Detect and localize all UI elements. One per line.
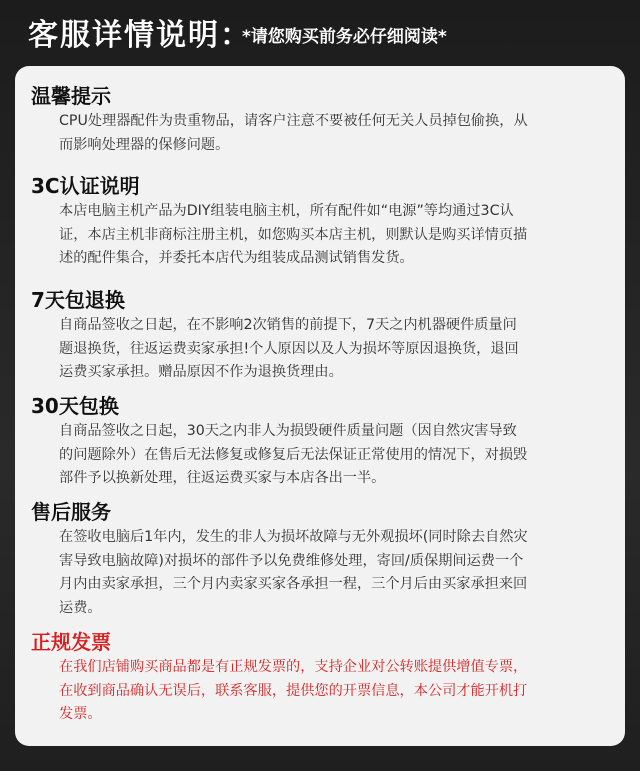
- body-line: 题退换货，往返运费卖家承担!个人原因以及人为损坏等原因退换货，退回: [59, 340, 519, 357]
- body-line: 在签收电脑后1年内，发生的非人为损坏故障与无外观损坏(同时除去自然灾: [59, 529, 528, 545]
- section-title: 3C认证说明: [31, 174, 140, 198]
- body-line: 在我们店铺购买商品都是有正规发票的，支持企业对公转账提供增值专票，: [59, 659, 528, 675]
- body-line: 而影响处理器的保修问题。: [59, 136, 230, 153]
- info-card: [15, 66, 625, 746]
- body-line: 发票。: [59, 706, 102, 722]
- section-body: [59, 656, 604, 727]
- section-title: 温馨提示: [31, 84, 111, 108]
- page-header: [0, 0, 640, 62]
- page-subtitle: *请您购买前务必仔细阅读*: [242, 27, 447, 47]
- body-line: 述的配件集合，并委托本店代为组装成品测试销售发货。: [59, 250, 414, 266]
- body-line: 在收到商品确认无误后，联系客服，提供您的开票信息，本公司才能开机打: [59, 682, 528, 699]
- body-line: 证，本店主机非商标注册主机，如您购买本店主机，则默认是购买详情页描: [59, 226, 528, 243]
- section-title: 7天包退换: [31, 288, 125, 312]
- body-line: 的问题除外）在售后无法修复或修复后无法保证正常使用的情况下，对损毁: [59, 446, 528, 463]
- body-line: 运费买家承担。赠品原因不作为退换货理由。: [59, 364, 343, 380]
- section-title: 售后服务: [31, 500, 111, 524]
- section-body: [59, 110, 604, 157]
- body-line: 害导致电脑故障)对损坏的部件予以免费维修处理，寄回/质保期间运费一个: [59, 552, 524, 569]
- body-line: 自商品签收之日起，在不影响2次销售的前提下，7天之内机器硬件质量问: [59, 317, 517, 333]
- section-body: [59, 526, 604, 620]
- body-line: 本店电脑主机产品为DIY组装电脑主机，所有配件如“电源”等均通过3C认: [59, 203, 514, 219]
- body-line: 月内由卖家承担，三个月内卖家买家各承担一程，三个月后由买家承担来回: [59, 576, 528, 592]
- body-line: 运费。: [59, 599, 102, 616]
- body-line: CPU处理器配件为贵重物品，请客户注意不要被任何无关人员掉包偷换，从: [59, 113, 528, 129]
- body-line: 部件予以换新处理，往返运费买家与本店各出一半。: [59, 470, 386, 486]
- body-line: 自商品签收之日起，30天之内非人为损毁硬件质量问题（因自然灾害导致: [59, 423, 517, 439]
- section-body: [59, 314, 604, 385]
- section-body: [59, 420, 604, 491]
- page-title: 客服详情说明：: [28, 18, 252, 53]
- section-title: 正规发票: [31, 630, 111, 654]
- section-body: [59, 200, 604, 271]
- section-title: 30天包换: [31, 394, 119, 418]
